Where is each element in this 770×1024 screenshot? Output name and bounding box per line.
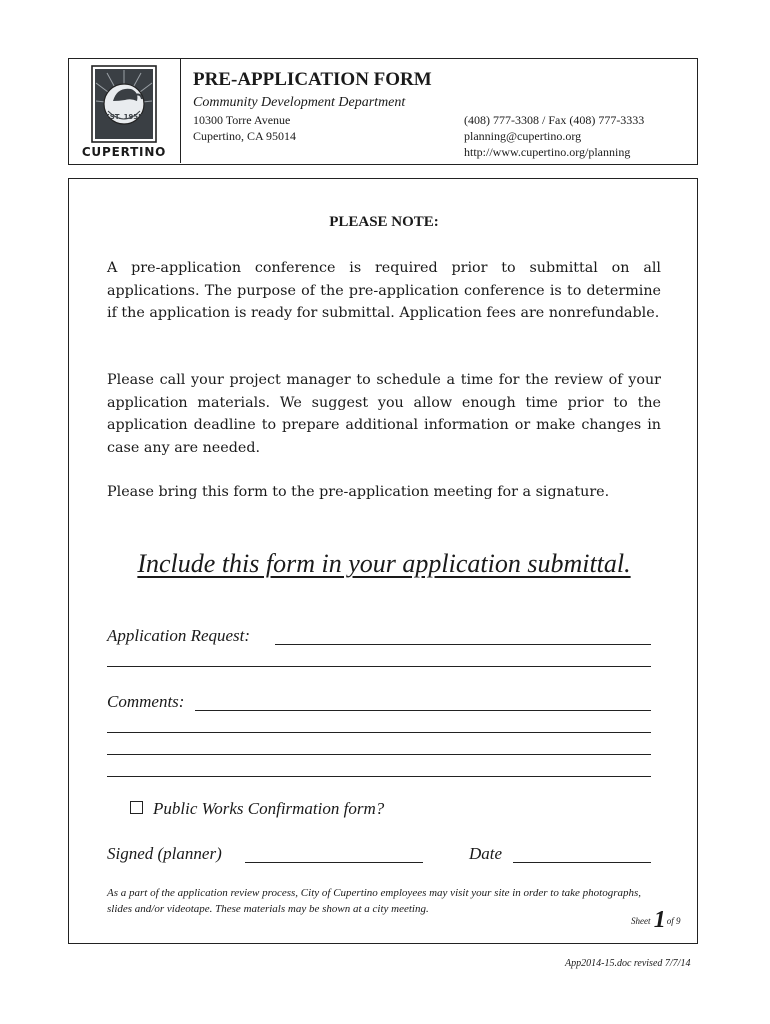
note-paragraph-2: Please call your project manager to schedule a time for the review of your application materials. We suggest you allow enough time prior to the application deadline to prepare additional information or make changes in case any are needed. bbox=[107, 372, 661, 456]
sheet-counter bbox=[631, 907, 681, 934]
include-notice: Include this form in your application submittal. bbox=[137, 549, 631, 578]
city-seal-icon bbox=[91, 65, 157, 143]
application-request-input-line2[interactable] bbox=[107, 666, 651, 667]
public-works-label: Public Works Confirmation form? bbox=[153, 799, 385, 818]
comments-input-line2[interactable] bbox=[107, 732, 651, 733]
date-label: Date bbox=[469, 844, 503, 863]
note-paragraph-1: A pre-application conference is required prior to submittal on all applications. The purpose of the pre-application conference is to determine if the application is ready for submittal. Application fees are nonrefundable. bbox=[107, 260, 661, 321]
note-paragraph-3: Please bring this form to the pre-application meeting for a signature. bbox=[107, 484, 610, 500]
main-form-box bbox=[68, 178, 698, 944]
comments-label: Comments: bbox=[107, 692, 185, 711]
signed-planner-label: Signed (planner) bbox=[107, 844, 222, 863]
header-box bbox=[68, 58, 698, 165]
address-line1: 10300 Torre Avenue bbox=[193, 113, 291, 127]
revision-footer: App2014-15.doc revised 7/7/14 bbox=[565, 958, 691, 969]
department-name: Community Development Department bbox=[193, 95, 406, 110]
sheet-number: 1 bbox=[653, 907, 666, 933]
cupertino-logo bbox=[69, 59, 181, 163]
comments-input-line4[interactable] bbox=[107, 776, 651, 777]
form-title: PRE-APPLICATION FORM bbox=[193, 69, 432, 90]
email-address: planning@cupertino.org bbox=[464, 129, 582, 143]
logo-name: CUPERTINO bbox=[81, 145, 167, 159]
comments-input-line1[interactable] bbox=[195, 710, 651, 711]
disclaimer-text: As a part of the application review process, City of Cupertino employees may visit your site in order to take photographs, slides and/or videotape. These materials may be shown at a city meeting. bbox=[107, 887, 642, 915]
seal-est-text: EST. 1955 bbox=[104, 113, 144, 121]
comments-input-line3[interactable] bbox=[107, 754, 651, 755]
application-request-label: Application Request: bbox=[107, 626, 251, 645]
application-request-input-line1[interactable] bbox=[275, 644, 651, 645]
please-note-heading: PLEASE NOTE: bbox=[329, 214, 439, 230]
phone-fax: (408) 777-3308 / Fax (408) 777-3333 bbox=[464, 113, 645, 127]
public-works-checkbox[interactable] bbox=[130, 801, 143, 814]
sheet-suffix: of 9 bbox=[666, 916, 681, 926]
signed-planner-input-line[interactable] bbox=[245, 862, 423, 863]
address-line2: Cupertino, CA 95014 bbox=[193, 129, 297, 143]
sheet-prefix: Sheet bbox=[631, 916, 651, 926]
website-url: http://www.cupertino.org/planning bbox=[464, 145, 631, 159]
date-input-line[interactable] bbox=[513, 862, 651, 863]
